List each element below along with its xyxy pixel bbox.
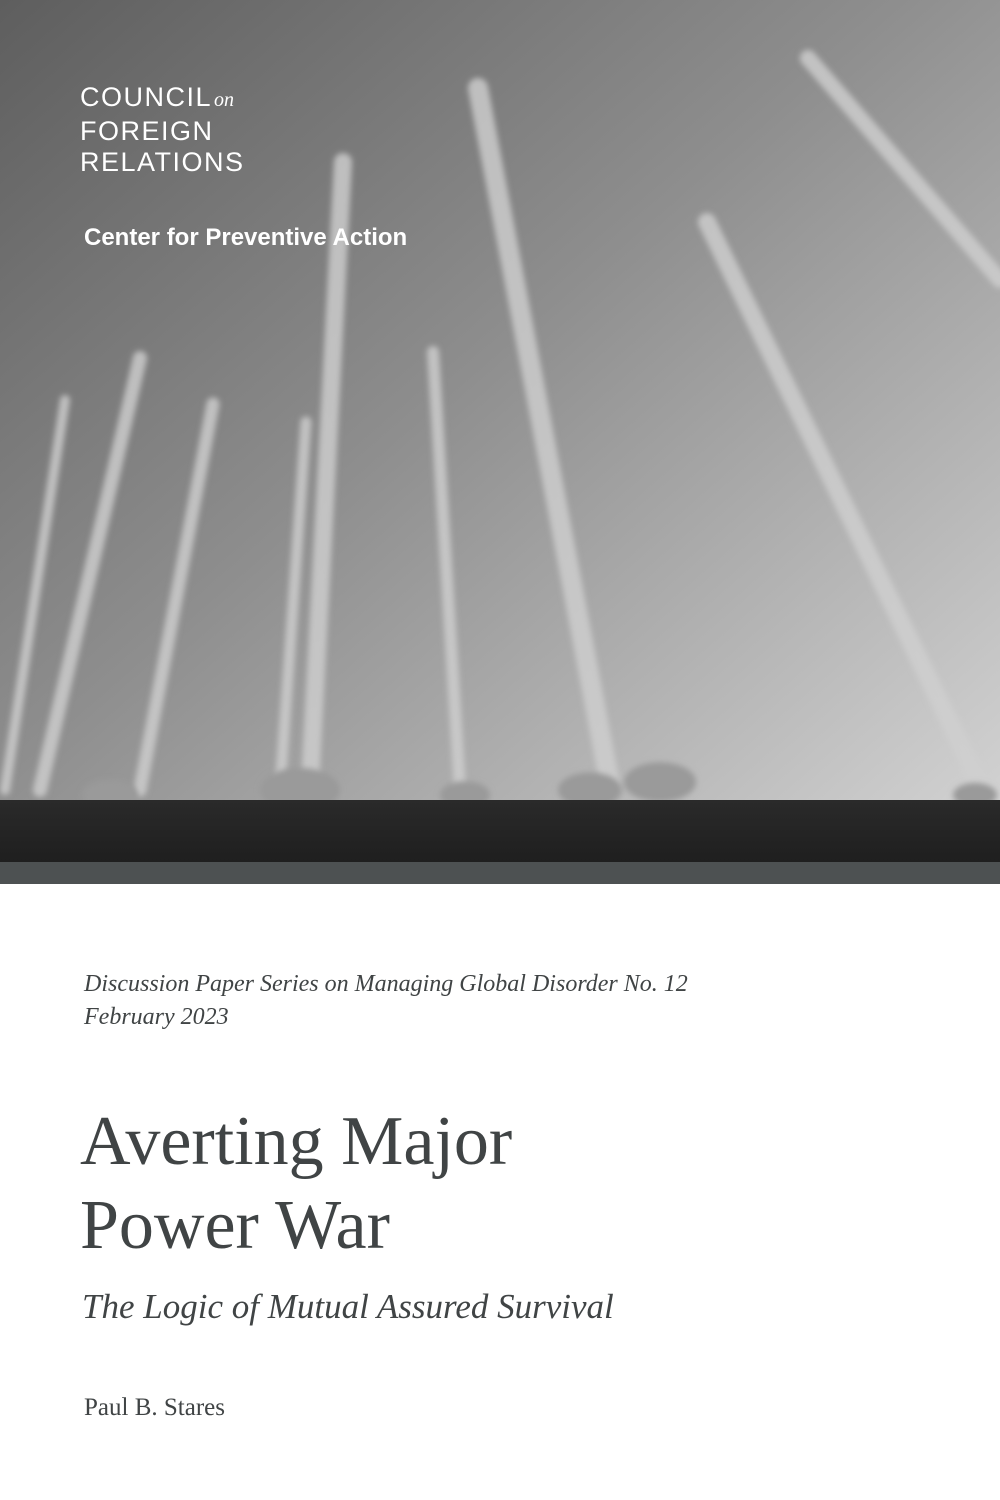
book-subtitle: The Logic of Mutual Assured Survival xyxy=(82,1287,614,1326)
publication-date: February 2023 xyxy=(84,1004,229,1030)
author-name: Paul B. Stares xyxy=(84,1394,225,1421)
title-line-1: Averting Major xyxy=(80,1103,513,1180)
divider-band xyxy=(0,862,1000,884)
logo-word-council: COUNCIL xyxy=(80,82,213,112)
cfr-logo xyxy=(80,82,245,178)
launch-smoke-5 xyxy=(624,762,696,802)
book-title xyxy=(80,1100,512,1268)
logo-word-relations: RELATIONS xyxy=(80,147,245,177)
series-block xyxy=(84,968,688,1034)
logo-word-on: on xyxy=(214,89,235,111)
series-title: Discussion Paper Series on Managing Global Disorder No. 12 xyxy=(84,971,688,997)
center-name: Center for Preventive Action xyxy=(84,224,408,251)
title-line-2: Power War xyxy=(80,1187,390,1264)
logo-word-foreign: FOREIGN xyxy=(80,116,214,146)
